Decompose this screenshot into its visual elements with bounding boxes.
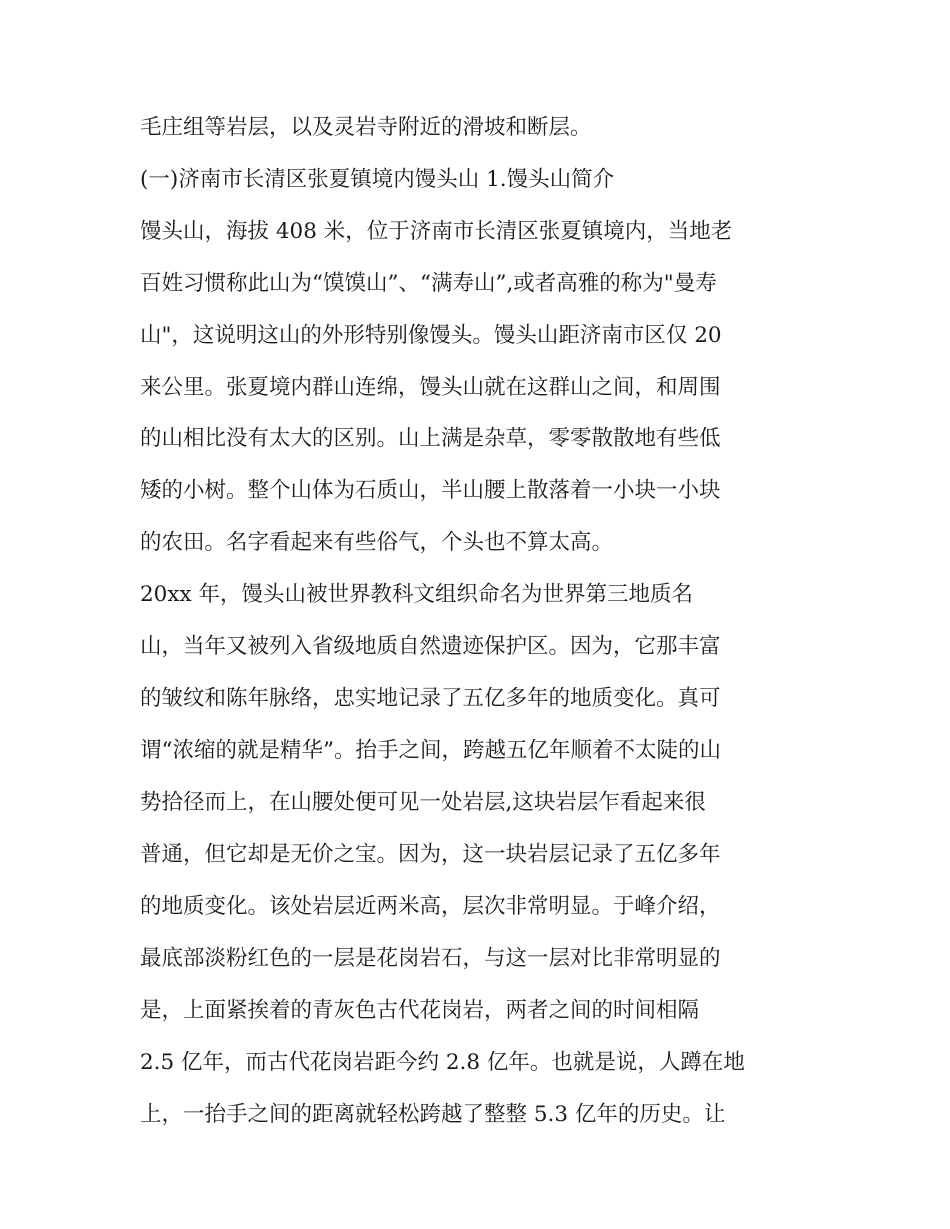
text-line: 是，上面紧挨着的青灰色古代花岗岩，两者之间的时间相隔 <box>140 998 700 1023</box>
text-line: 矮的小树。整个山体为石质山，半山腰上散落着一小块一小块 <box>140 478 721 503</box>
text-line: 上，一抬手之间的距离就轻松跨越了整整 5.3 亿年的历史。让 <box>140 1102 726 1127</box>
text-line: 的山相比没有太大的区别。山上满是杂草，零零散散地有些低 <box>140 426 721 451</box>
text-line: 馒头山，海拔 408 米，位于济南市长清区张夏镇境内，当地老 <box>140 219 733 244</box>
text-line: 2.5 亿年，而古代花岗岩距今约 2.8 亿年。也就是说，人蹲在地 <box>140 1050 745 1075</box>
text-line: 来公里。张夏境内群山连绵，馒头山就在这群山之间，和周围 <box>140 375 721 400</box>
text-line: 百姓习惯称此山为“馍馍山”、“满寿山”,或者高雅的称为"曼寿 <box>140 271 717 296</box>
text-line: (一)济南市长清区张夏镇境内馒头山 1.馒头山简介 <box>140 167 615 192</box>
text-line: 的地质变化。该处岩层近两米高，层次非常明显。于峰介绍， <box>140 894 721 919</box>
text-line: 最底部淡粉红色的一层是花岗岩石，与这一层对比非常明显的 <box>140 946 721 971</box>
text-line: 20xx 年，馒头山被世界教科文组织命名为世界第三地质名 <box>140 582 693 607</box>
text-line: 普通，但它却是无价之宝。因为，这一块岩层记录了五亿多年 <box>140 842 721 867</box>
text-line: 势拾径而上，在山腰处便可见一处岩层,这块岩层乍看起来很 <box>140 790 706 815</box>
text-line: 山"，这说明这山的外形特别像馒头。馒头山距济南市区仅 20 <box>140 323 722 348</box>
text-line: 的皱纹和陈年脉络，忠实地记录了五亿多年的地质变化。真可 <box>140 686 721 711</box>
text-line: 山，当年又被列入省级地质自然遗迹保护区。因为，它那丰富 <box>140 634 721 659</box>
text-line: 的农田。名字看起来有些俗气，个头也不算太高。 <box>140 530 614 555</box>
text-line: 谓“浓缩的就是精华”。抬手之间，跨越五亿年顺着不太陡的山 <box>140 738 721 763</box>
text-line: 毛庄组等岩层，以及灵岩寺附近的滑坡和断层。 <box>140 115 592 140</box>
